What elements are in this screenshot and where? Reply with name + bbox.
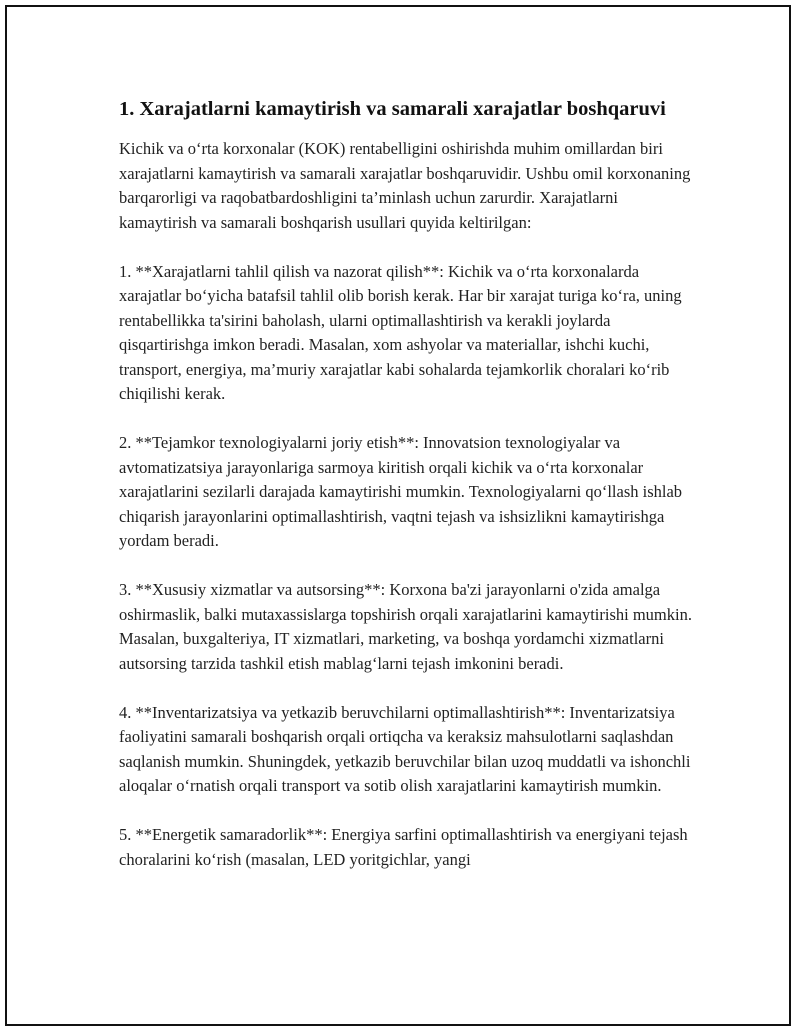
paragraph-technologies: 2. **Tejamkor texnologiyalarni joriy etish**: Innovatsion texnologiyalar va avtomatizatsiya jarayonlariga sarmoya kiritish orqali kichik va o‘rta korxonalar xarajatlarini sezilarli darajada kamaytirishi mumkin. Texnologiyalarni qo‘llash ishlab chiqarish jarayonlarini optimallashtirish, vaqtni tejash va ishsizlikni kamaytirishga yordam beradi. [119,433,683,550]
document-title: 1. Xarajatlarni kamaytirish va samarali xarajatlar boshqaruvi [119,98,666,120]
paragraph-cost-analysis: 1. **Xarajatlarni tahlil qilish va nazorat qilish**: Kichik va o‘rta korxonalarda xarajatlar bo‘yicha batafsil tahlil olib borish kerak. Har bir xarajat turiga ko‘ra, uning rentabellikka ta'sirini baholash, ularni optimallashtirish va kerakli joylarda qisqartirishga imkon beradi. Masalan, xom ashyolar va materiallar, ishchi kuchi, transport, energiya, ma’muriy xarajatlar kabi sohalarda tejamkorlik choralari ko‘rib chiqilishi kerak. [119,261,682,403]
intro-paragraph: Kichik va o‘rta korxonalar (KOK) rentabelligini oshirishda muhim omillardan biri xarajatlarni kamaytirish va samarali xarajatlar boshqaruvidir. Ushbu omil korxonaning barqarorligi va raqobatbardoshligini ta’minlash uchun zarurdir. Xarajatlarni kamaytirish va samarali boshqarish usullari quyida keltirilgan: [119,139,691,232]
document-page [5,5,791,1026]
paragraph-inventory: 4. **Inventarizatsiya va yetkazib beruvchilarni optimallashtirish**: Inventarizatsiya faoliyatini samarali boshqarish orqali ortiqcha va keraksiz mahsulotlarni saqlashdan saqlanish mumkin. Shuningdek, yetkazib beruvchilar bilan uzoq muddatli va ishonchli aloqalar o‘rnatish orqali transport va sotib olish xarajatlarini kamaytirish mumkin. [119,702,691,795]
paragraph-outsourcing: 3. **Xususiy xizmatlar va autsorsing**: Korxona ba'zi jarayonlarni o'zida amalga oshirmaslik, balki mutaxassislarga topshirish orqali xarajatlarini kamaytirishi mumkin. Masalan, buxgalteriya, IT xizmatlari, marketing, va boshqa yordamchi xizmatlarni autsorsing tarzida tashkil etish mablag‘larni tejash imkonini beradi. [119,580,692,673]
document-content [119,95,699,872]
paragraph-energy: 5. **Energetik samaradorlik**: Energiya sarfini optimallashtirish va energiyani tejash choralarini ko‘rish (masalan, LED yoritgichlar, yangi [119,825,688,869]
